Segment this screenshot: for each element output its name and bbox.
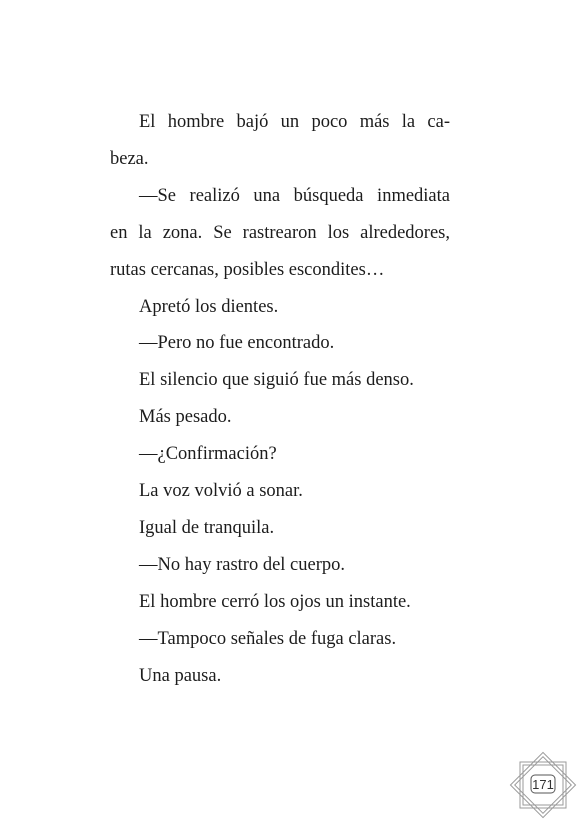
paragraph-6: Más pesado. bbox=[139, 407, 232, 428]
paragraph-4: —Pero no fue encontrado. bbox=[139, 333, 335, 354]
page-body bbox=[110, 104, 450, 695]
paragraph-12: —Tampoco señales de fuga claras. bbox=[139, 628, 397, 649]
paragraph-10: —No hay rastro del cuerpo. bbox=[139, 554, 346, 575]
paragraph-1 bbox=[110, 104, 450, 178]
page-number-ornament bbox=[506, 748, 580, 822]
paragraph-2-line-3: rutas cercanas, posibles escondites… bbox=[110, 259, 385, 280]
paragraph-1-line-1: El hombre bajó un poco más la ca- bbox=[139, 112, 450, 132]
paragraph-9: Igual de tranquila. bbox=[139, 517, 275, 538]
paragraph-8: La voz volvió a sonar. bbox=[139, 481, 303, 502]
paragraph-3: Apretó los dientes. bbox=[139, 296, 279, 317]
paragraph-7: —¿Confirmación? bbox=[139, 444, 277, 465]
paragraph-2-line-2: en la zona. Se rastrearon los alrededores, bbox=[110, 222, 450, 243]
paragraph-1-line-2: beza. bbox=[110, 148, 149, 169]
paragraph-5: El silencio que siguió fue más denso. bbox=[139, 370, 414, 391]
paragraph-13: Una pausa. bbox=[139, 665, 222, 686]
paragraph-2-line-1: —Se realizó una búsqueda inmediata bbox=[139, 185, 450, 206]
page-number: 171 bbox=[532, 777, 554, 792]
paragraph-11: El hombre cerró los ojos un instante. bbox=[139, 591, 411, 612]
paragraph-2 bbox=[110, 178, 450, 289]
